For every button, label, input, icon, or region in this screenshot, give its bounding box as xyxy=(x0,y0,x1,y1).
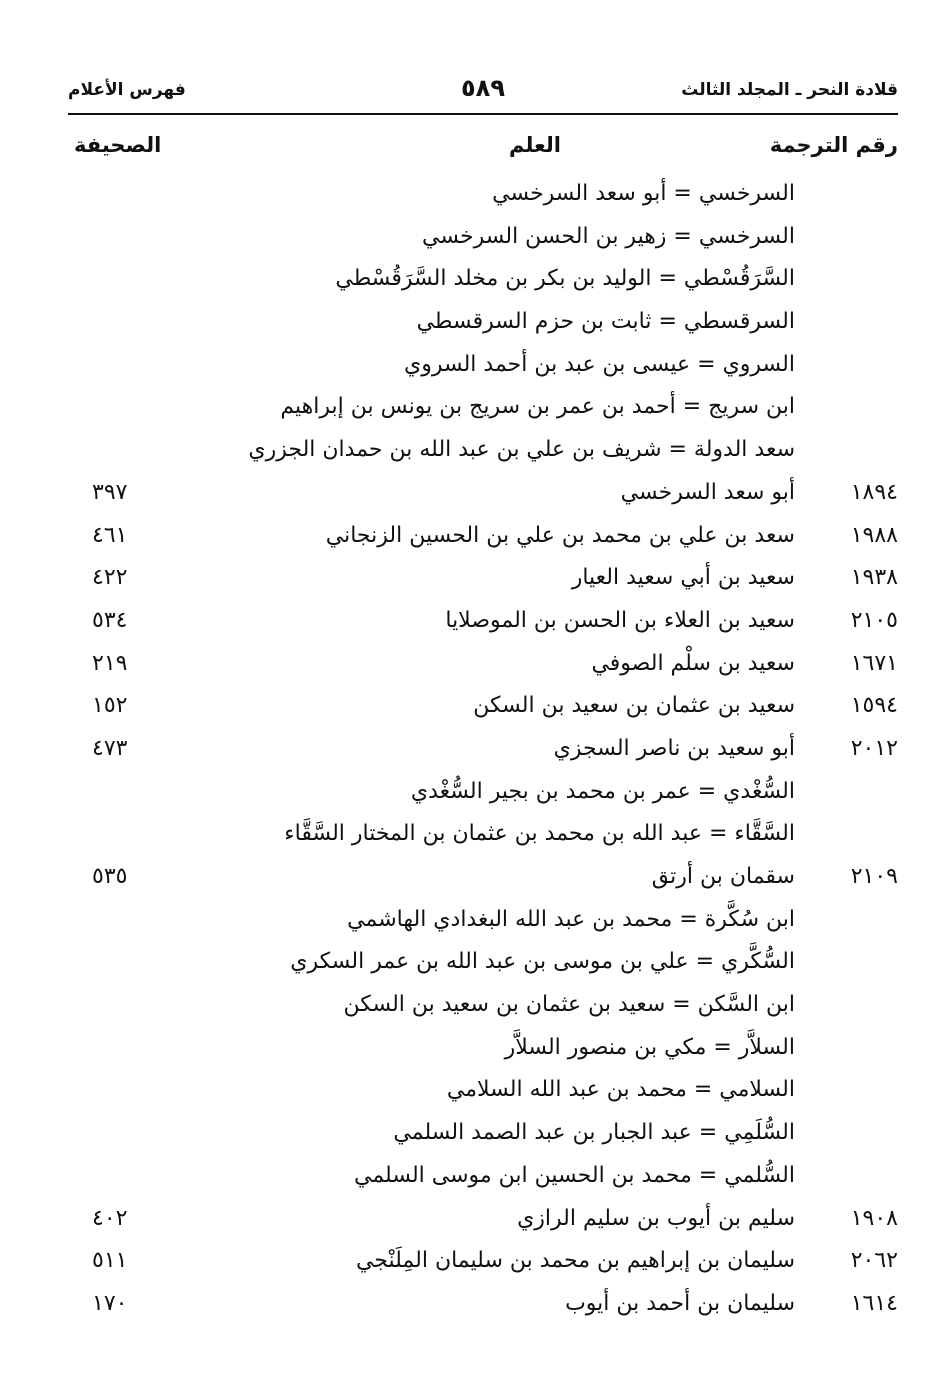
index-title: فهرس الأعلام xyxy=(68,80,186,100)
index-entry xyxy=(0,258,950,301)
entry-number: ٢٠١٢ xyxy=(850,735,898,761)
entry-page: ٥٣٥ xyxy=(92,864,128,889)
column-header-number: رقم الترجمة xyxy=(769,133,898,157)
entry-name: سليمان بن أحمد بن أيوب xyxy=(565,1290,795,1316)
entry-name: أبو سعيد بن ناصر السجزي xyxy=(553,735,795,761)
index-entry xyxy=(0,941,950,984)
entry-page: ٤٢٢ xyxy=(92,565,128,591)
entry-page: ٥١١ xyxy=(92,1248,128,1274)
index-entries xyxy=(0,173,950,1326)
header-rule xyxy=(68,113,898,115)
entry-name: السلامي = محمد بن عبد الله السلامي xyxy=(446,1077,795,1103)
index-entry xyxy=(0,1283,950,1326)
entry-name: السرخسي = أبو سعد السرخسي xyxy=(492,181,795,206)
entry-number: ٢١٠٩ xyxy=(850,864,898,889)
index-entry xyxy=(0,1198,950,1241)
column-header-page: الصحيفة xyxy=(74,133,162,157)
entry-name: سعد الدولة = شريف بن علي بن عبد الله بن حمدان الجزري xyxy=(248,437,795,463)
index-entry xyxy=(0,856,950,899)
index-entry xyxy=(0,344,950,387)
entry-number: ١٨٩٤ xyxy=(850,479,898,505)
index-entry xyxy=(0,728,950,771)
book-title: قلادة النحر ـ المجلد الثالث xyxy=(681,80,898,100)
entry-number: ١٩٠٨ xyxy=(850,1205,898,1231)
entry-name: سعيد بن العلاء بن الحسن بن الموصلايا xyxy=(445,607,795,633)
entry-name: السرخسي = زهير بن الحسن السرخسي xyxy=(422,223,795,249)
entry-name: السَّقَّاء = عبد الله بن محمد بن عثمان بن المختار السَّقَّاء xyxy=(284,821,795,847)
running-header xyxy=(68,74,898,110)
index-entry xyxy=(0,1069,950,1112)
entry-name: السرقسطي = ثابت بن حزم السرقسطي xyxy=(416,309,795,335)
index-entry xyxy=(0,472,950,515)
entry-name: أبو سعد السرخسي xyxy=(620,479,795,505)
entry-number: ١٦١٤ xyxy=(850,1290,898,1316)
entry-name: السُّلمي = محمد بن الحسين ابن موسى السلمي xyxy=(354,1162,795,1188)
entry-page: ٥٣٤ xyxy=(92,607,128,633)
entry-number: ٢٠٦٢ xyxy=(850,1248,898,1274)
index-entry xyxy=(0,1155,950,1198)
entry-name: سعيد بن سلْم الصوفي xyxy=(591,650,795,676)
entry-name: ابن سُكَّرة = محمد بن عبد الله البغدادي الهاشمي xyxy=(347,906,795,932)
entry-name: السُّلَمِي = عبد الجبار بن عبد الصمد السلمي xyxy=(393,1120,795,1146)
index-entry xyxy=(0,173,950,216)
entry-page: ١٧٠ xyxy=(92,1290,128,1316)
column-header-name: العلم xyxy=(509,133,561,157)
entry-name: سقمان بن أرتق xyxy=(651,864,795,889)
index-entry xyxy=(0,685,950,728)
entry-name: السلاَّر = مكي بن منصور السلاَّر xyxy=(504,1034,795,1060)
entry-name: ابن السَّكن = سعيد بن عثمان بن سعيد بن السكن xyxy=(343,992,795,1018)
entry-name: سعيد بن عثمان بن سعيد بن السكن xyxy=(473,693,795,719)
index-entry xyxy=(0,557,950,600)
index-entry xyxy=(0,429,950,472)
index-entry xyxy=(0,771,950,814)
entry-page: ١٥٢ xyxy=(92,693,128,719)
entry-name: السَّرَقُسْطي = الوليد بن بكر بن مخلد السَّرَقُسْطي xyxy=(335,266,795,292)
entry-number: ٢١٠٥ xyxy=(850,607,898,633)
index-entry xyxy=(0,600,950,643)
entry-name: السُّكَّري = علي بن موسى بن عبد الله بن عمر السكري xyxy=(290,949,795,975)
entry-page: ٣٩٧ xyxy=(92,479,128,505)
index-entry xyxy=(0,984,950,1027)
entry-page: ٤٠٢ xyxy=(92,1205,128,1231)
entry-name: سليمان بن إبراهيم بن محمد بن سليمان المِلَنْجي xyxy=(355,1248,795,1274)
entry-name: السُّغْدي = عمر بن محمد بن بجير السُّغْدي xyxy=(410,778,795,804)
entry-number: ١٦٧١ xyxy=(850,650,898,676)
index-entry xyxy=(0,899,950,942)
index-entry xyxy=(0,386,950,429)
entry-name: سعيد بن أبي سعيد العيار xyxy=(571,565,795,591)
index-entry xyxy=(0,515,950,558)
index-entry xyxy=(0,1240,950,1283)
index-entry xyxy=(0,1112,950,1155)
index-entry xyxy=(0,643,950,686)
entry-number: ١٥٩٤ xyxy=(850,693,898,719)
entry-name: ابن سريج = أحمد بن عمر بن سريج بن يونس بن إبراهيم xyxy=(280,394,795,420)
entry-number: ١٩٣٨ xyxy=(850,565,898,591)
entry-name: السروي = عيسى بن عبد بن أحمد السروي xyxy=(404,351,795,377)
entry-page: ٤٧٣ xyxy=(92,735,128,761)
index-entry xyxy=(0,301,950,344)
index-entry xyxy=(0,216,950,259)
entry-name: سليم بن أيوب بن سليم الرازي xyxy=(517,1205,795,1231)
entry-number: ١٩٨٨ xyxy=(850,522,898,548)
page-number: ٥٨٩ xyxy=(461,74,505,102)
entry-page: ٤٦١ xyxy=(92,522,128,548)
entry-page: ٢١٩ xyxy=(92,650,128,676)
index-entry xyxy=(0,813,950,856)
index-entry xyxy=(0,1027,950,1070)
entry-name: سعد بن علي بن محمد بن علي بن الحسين الزنجاني xyxy=(325,522,795,548)
